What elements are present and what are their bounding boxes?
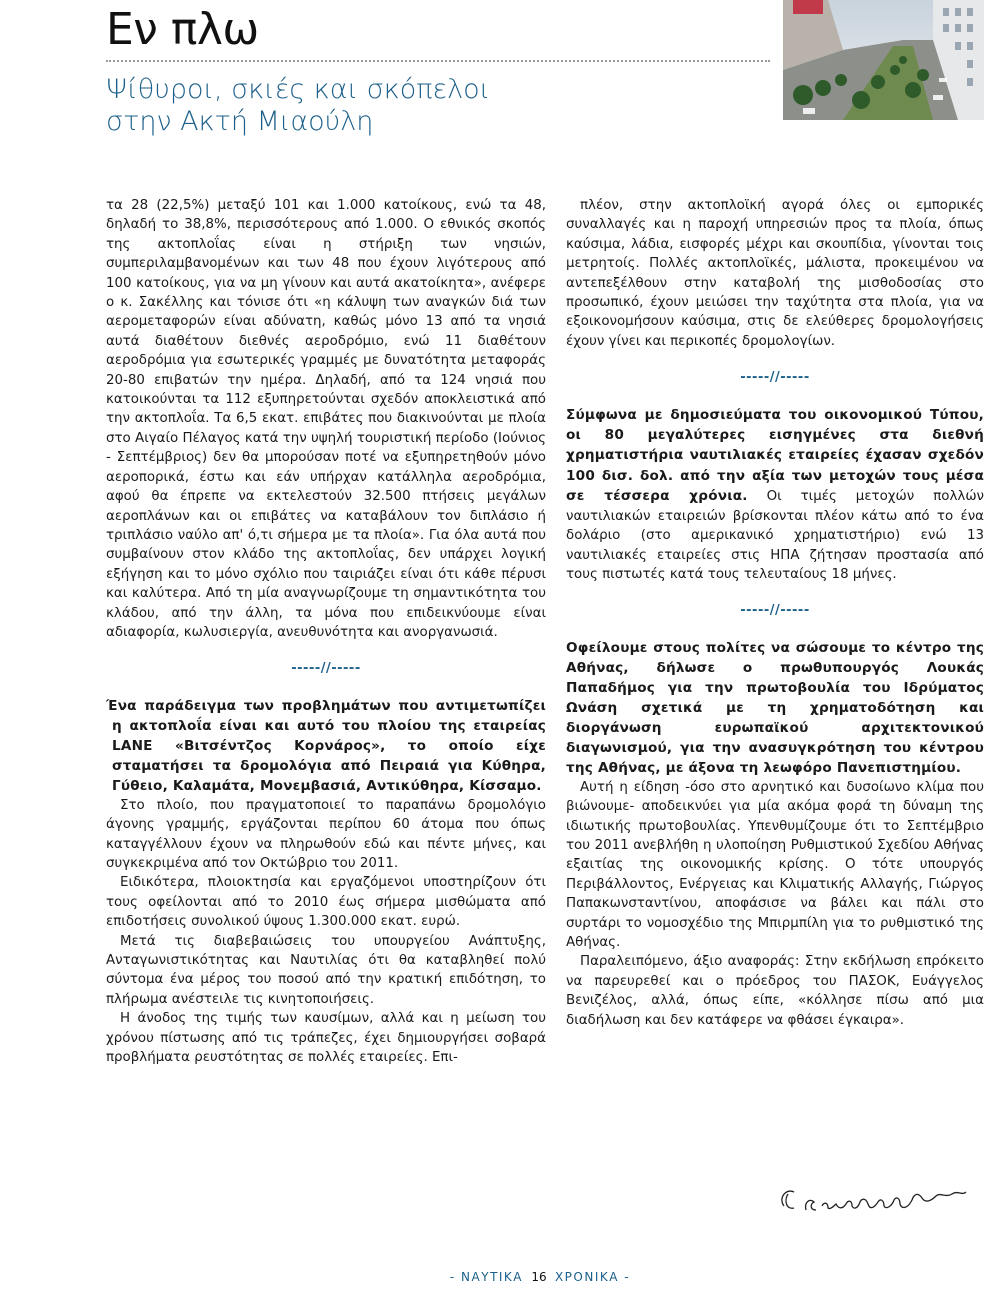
lead-bold-text: Σύμφωνα με δημοσιεύματα του οικονομικού Τύπου, οι 80 μεγαλύτερες εισηγμένες στα διεθνή χρηματιστήρια ναυτιλιακές εταιρείες έχασαν σχεδόν 100 δισ. δολ. από την αξία των μετοχών τους μέσα σε τέσσερα χρόνια. bbox=[566, 406, 984, 505]
paragraph: πλέον, στην ακτοπλοϊκή αγορά όλες οι εμπορικές συναλλαγές και η παροχή υπηρεσιών προς τα πλοία, όπως καύσιμα, λάδια, εισφορές μέχρι και σκουπίδια, γίνονται τοις μετρητοίς. Πολλές ακτοπλοϊκές, μάλιστα, προκειμένου να αντεπεξέλθουν στην καταβολή της μισθοδοσίας στο προσωπικό, έχουν μειώσει την ταχύτητα στα πλοία, για να εξοικονομήσουν καύσιμα, στις δε ελεύθερες δρομολογήσεις έχουν γίνει και περικοπές δρομολογίων. bbox=[566, 198, 984, 349]
section-kicker: Εν πλω bbox=[106, 4, 259, 55]
paragraph: τα 28 (22,5%) μεταξύ 101 και 1.000 κατοίκους, ενώ τα 48, δηλαδή το 38,8%, περισσότερους από 1.000. Ο εθνικός σκοπός της ακτοπλοΐας είναι η στήριξη των νησιών, συμπεριλαμβανομένων και των 48 που έχουν λιγότερους από 100 κατοίκους, για να μη γίνουν και αυτά ακατοίκητα», ανέφερε ο κ. Σακέλλης και τόνισε ότι «η κάλυψη των αναγκών διά των αερομεταφορών είναι αδύνατη, καθώς μόνο 13 από τα νησιά αυτά διαθέτουν διεθνές αεροδρόμιο, ενώ 11 διαθέτουν αεροδρόμια για εσωτερικές γραμμές με δυνατότητα μεταφοράς 20-80 επιβατών την ημέρα. Δηλαδή, από τα 124 νησιά που κατοικούνται τα 112 εξυπηρετούνται σχεδόν αποκλειστικά από την ακτοπλοΐα. Τα 6,5 εκατ. επιβάτες που διακινούνται με πλοία στο Αιγαίο Πέλαγος κατά την υψηλή τουριστική περίοδο (Ιούνιος - Σεπτέμβριος) δεν θα μπορούσαν ποτέ να εξυπηρετηθούν μόνο αεροπορικά, έστω και εάν υπήρχαν κατάλληλα αεροδρόμια, αφού θα έπρεπε να εκτελεστούν 32.500 πτήσεις μεγάλων αεροπλάνων και οι επιβάτες να καταβάλουν τον διπλάσιο ή τριπλάσιο ναύλο απ' ό,τι σήμερα με τα πλοία». Για όλα αυτά που συμβαίνουν στον κλάδο της ακτοπλοΐας, δεν υπάρχει λογική εξήγηση και το μόνο σχόλιο που ταιριάζει είναι ότι κάθε πέρυσι και καλύτερα. Από τη μία αναγνωρίζουμε τη σημαντικότητα του κλάδου, από την άλλη, τα μόνα που επιδεικνύουμε είναι αδιαφορία, κωλυσιεργία, ανευθυνότητα και ανοργανωσιά. bbox=[106, 198, 546, 640]
lead-plain-text: Οι τιμές μετοχών πολλών ναυτιλιακών εταιρειών βρίσκονται πλέον κάτω από το ένα δολάριο (στο αμερικανικό χρηματιστήριο) ενώ 13 ναυτιλιακές εταιρείες στις ΗΠΑ ζήτησαν προστασία από τους πιστωτές κατά τους τελευταίους 18 μήνες. bbox=[566, 489, 984, 582]
footer-left: - ΝΑΥΤΙΚΑ bbox=[449, 1270, 524, 1284]
left-column bbox=[106, 196, 546, 1067]
author-signature bbox=[776, 1170, 976, 1230]
paragraph: Παραλειπόμενο, άξιο αναφοράς: Στην εκδήλωση επρόκειτο να παρευρεθεί και ο πρόεδρος του ΠΑΣΟΚ, Ευάγγελος Βενιζέλος, αλλά, όπως είπε, «κόλλησε πίσω από μια διαδήλωση και δεν κατάφερε να φθάσει έγκαιρα». bbox=[566, 954, 984, 1028]
right-column bbox=[566, 196, 984, 1030]
article-headline bbox=[106, 74, 726, 138]
city-street-illustration bbox=[783, 0, 984, 120]
headline-text: Ψίθυροι, σκιές και σκόπελοι στην Ακτή Μιαούλη bbox=[106, 74, 491, 137]
page-footer bbox=[0, 1270, 984, 1284]
paragraph: Αυτή η είδηση -όσο στο αρνητικό και δυσοίωνο κλίμα που βιώνουμε- αποδεικνύει για μία ακόμα φορά τη δύναμη της ιδιωτικής πρωτοβουλίας. Υπενθυμίζουμε ότι το Σεπτέμβριο του 2011 ανεβλήθη η υλοποίηση Ρυθμιστικού Σχεδίου Αθήνας εξαιτίας της οικονομικής κρίσης. Ο τότε υπουργός Περιβάλλοντος, Ενέργειας και Κλιματικής Αλλαγής, Γιώργος Παπακωνσταντίνου, αποφάσισε να βάλει και πάλι στο συρτάρι το νομοσχέδιο της Μπιρμπίλη για το ρυθμιστικό της Αθήνας. bbox=[566, 779, 984, 950]
header-photo bbox=[783, 0, 984, 120]
lead-paragraph: Ένα παράδειγμα των προβλημάτων που αντιμετωπίζει η ακτοπλοΐα είναι και αυτό του πλοίου της εταιρείας LANE «Βιτσέντζος Κορνάρος», το οποίο είχε σταματήσει τα δρομολόγια από Πειραιά για Κύθηρα, Γύθειο, Καλαμάτα, Μονεμβασιά, Αντικύθηρα, Κίσσαμο. bbox=[106, 697, 546, 794]
section-separator: -----//----- bbox=[740, 370, 810, 386]
lead-paragraph: Οφείλουμε στους πολίτες να σώσουμε το κέντρο της Αθήνας, δήλωσε ο πρωθυπουργός Λουκάς Παπαδήμος για την πρωτοβουλία του Ιδρύματος Ωνάση σχετικά με τη χρηματοδότηση και διοργάνωση ευρωπαϊκού αρχιτεκτονικού διαγωνισμού, για την ανασυγκρότηση του κέντρου της Αθήνας, με άξονα τη λεωφόρο Πανεπιστημίου. bbox=[566, 639, 984, 776]
paragraph: Η άνοδος της τιμής των καυσίμων, αλλά και η μείωση του χρόνου πίστωσης από τις τράπεζες, έχει δημιουργήσει σοβαρά προβλήματα ρευστότητας σε πολλές εταιρείες. Επι- bbox=[106, 1011, 546, 1066]
footer-right: ΧΡΟΝΙΚΑ - bbox=[554, 1270, 631, 1284]
signature-drawing bbox=[776, 1170, 976, 1230]
paragraph: Στο πλοίο, που πραγματοποιεί το παραπάνω δρομολόγιο άγονης γραμμής, εργάζονται περίπου 60 άτομα που όπως καταγγέλλουν έχουν να πληρωθούν εδώ και πέντε μήνες, και συγκεκριμένα από τον Οκτώβριο του 2011. bbox=[106, 797, 546, 871]
header-divider bbox=[106, 60, 770, 62]
page-number: 16 bbox=[531, 1270, 547, 1284]
lead-paragraph bbox=[566, 405, 984, 585]
section-separator: -----//----- bbox=[740, 603, 810, 619]
paragraph: Ειδικότερα, πλοιοκτησία και εργαζόμενοι υποστηρίζουν ότι τους οφείλονται από το 2010 έως σήμερα μισθώματα από επιδοτήσεις συνολικού ύψους 1.300.000 εκατ. ευρώ. bbox=[106, 875, 546, 930]
paragraph: Μετά τις διαβεβαιώσεις του υπουργείου Ανάπτυξης, Ανταγωνιστικότητας και Ναυτιλίας ότι θα καταβληθεί πολύ σύντομα ένα μέρος του ποσού από την κρατική επιδότηση, το πλήρωμα ανέστειλε τις κινητοποιήσεις. bbox=[106, 933, 546, 1007]
section-separator: -----//----- bbox=[291, 661, 361, 677]
